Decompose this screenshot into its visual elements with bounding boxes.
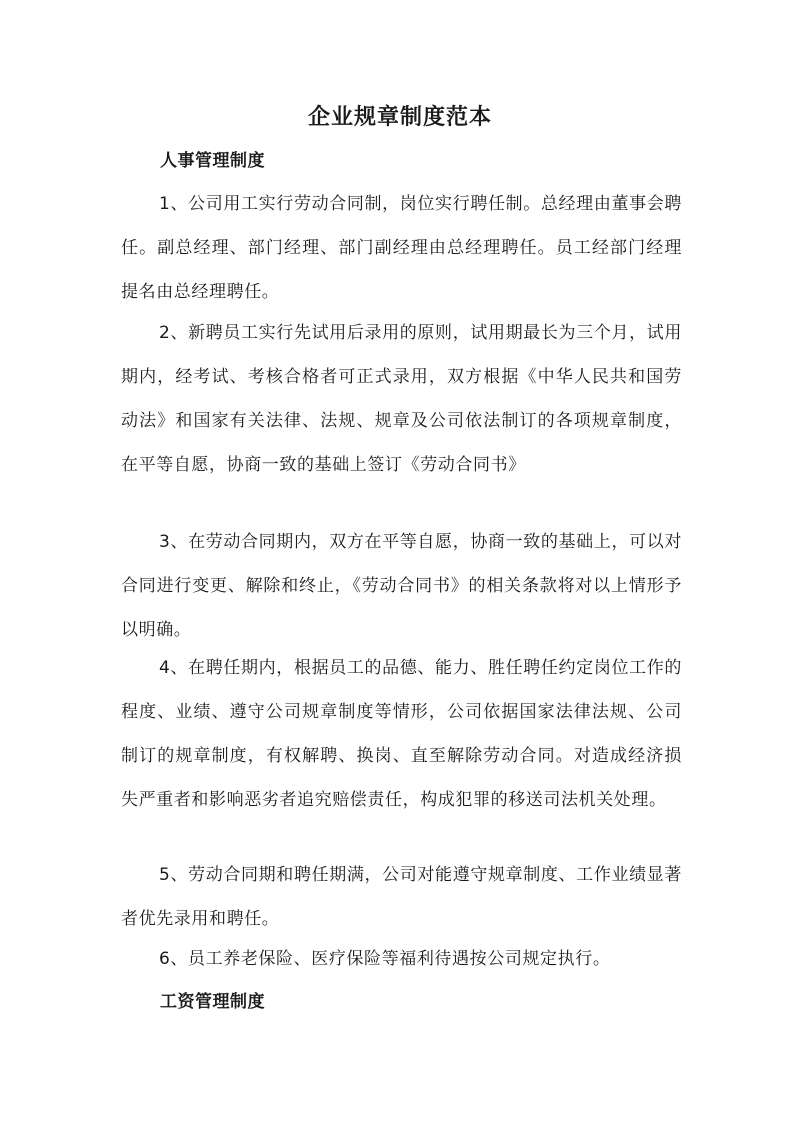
paragraph-2: 2、新聘员工实行先试用后录用的原则，试用期最长为三个月，试用期内，经考试、考核合格者可正式录用，双方根据《中华人民共和国劳动法》和国家有关法律、法规、规章及公司依法制订的各项规章制度，在平等自愿，协商一致的基础上签订《劳动合同书》	[121, 323, 682, 475]
paragraph-3: 3、在劳动合同期内，双方在平等自愿，协商一致的基础上，可以对合同进行变更、解除和终止，《劳动合同书》的相关条款将对以上情形予以明确。	[121, 532, 682, 640]
paragraph-5: 5、劳动合同期和聘任期满，公司对能遵守规章制度、工作业绩显著者优先录用和聘任。	[121, 865, 682, 929]
document-title: 企业规章制度范本	[307, 105, 492, 130]
section-heading-salary: 工资管理制度	[160, 992, 265, 1012]
section-heading-personnel: 人事管理制度	[160, 151, 265, 171]
paragraph-1: 1、公司用工实行劳动合同制，岗位实行聘任制。总经理由董事会聘任。副总经理、部门经理、部门副经理由总经理聘任。员工经部门经理提名由总经理聘任。	[121, 194, 682, 302]
paragraph-6: 6、员工养老保险、医疗保险等福利待遇按公司规定执行。	[159, 949, 611, 969]
paragraph-4: 4、在聘任期内，根据员工的品德、能力、胜任聘任约定岗位工作的程度、业绩、遵守公司规章制度等情形，公司依据国家法律法规、公司制订的规章制度，有权解聘、换岗、直至解除劳动合同。对造成经济损失严重者和影响恶劣者追究赔偿责任，构成犯罪的移送司法机关处理。	[121, 658, 682, 810]
